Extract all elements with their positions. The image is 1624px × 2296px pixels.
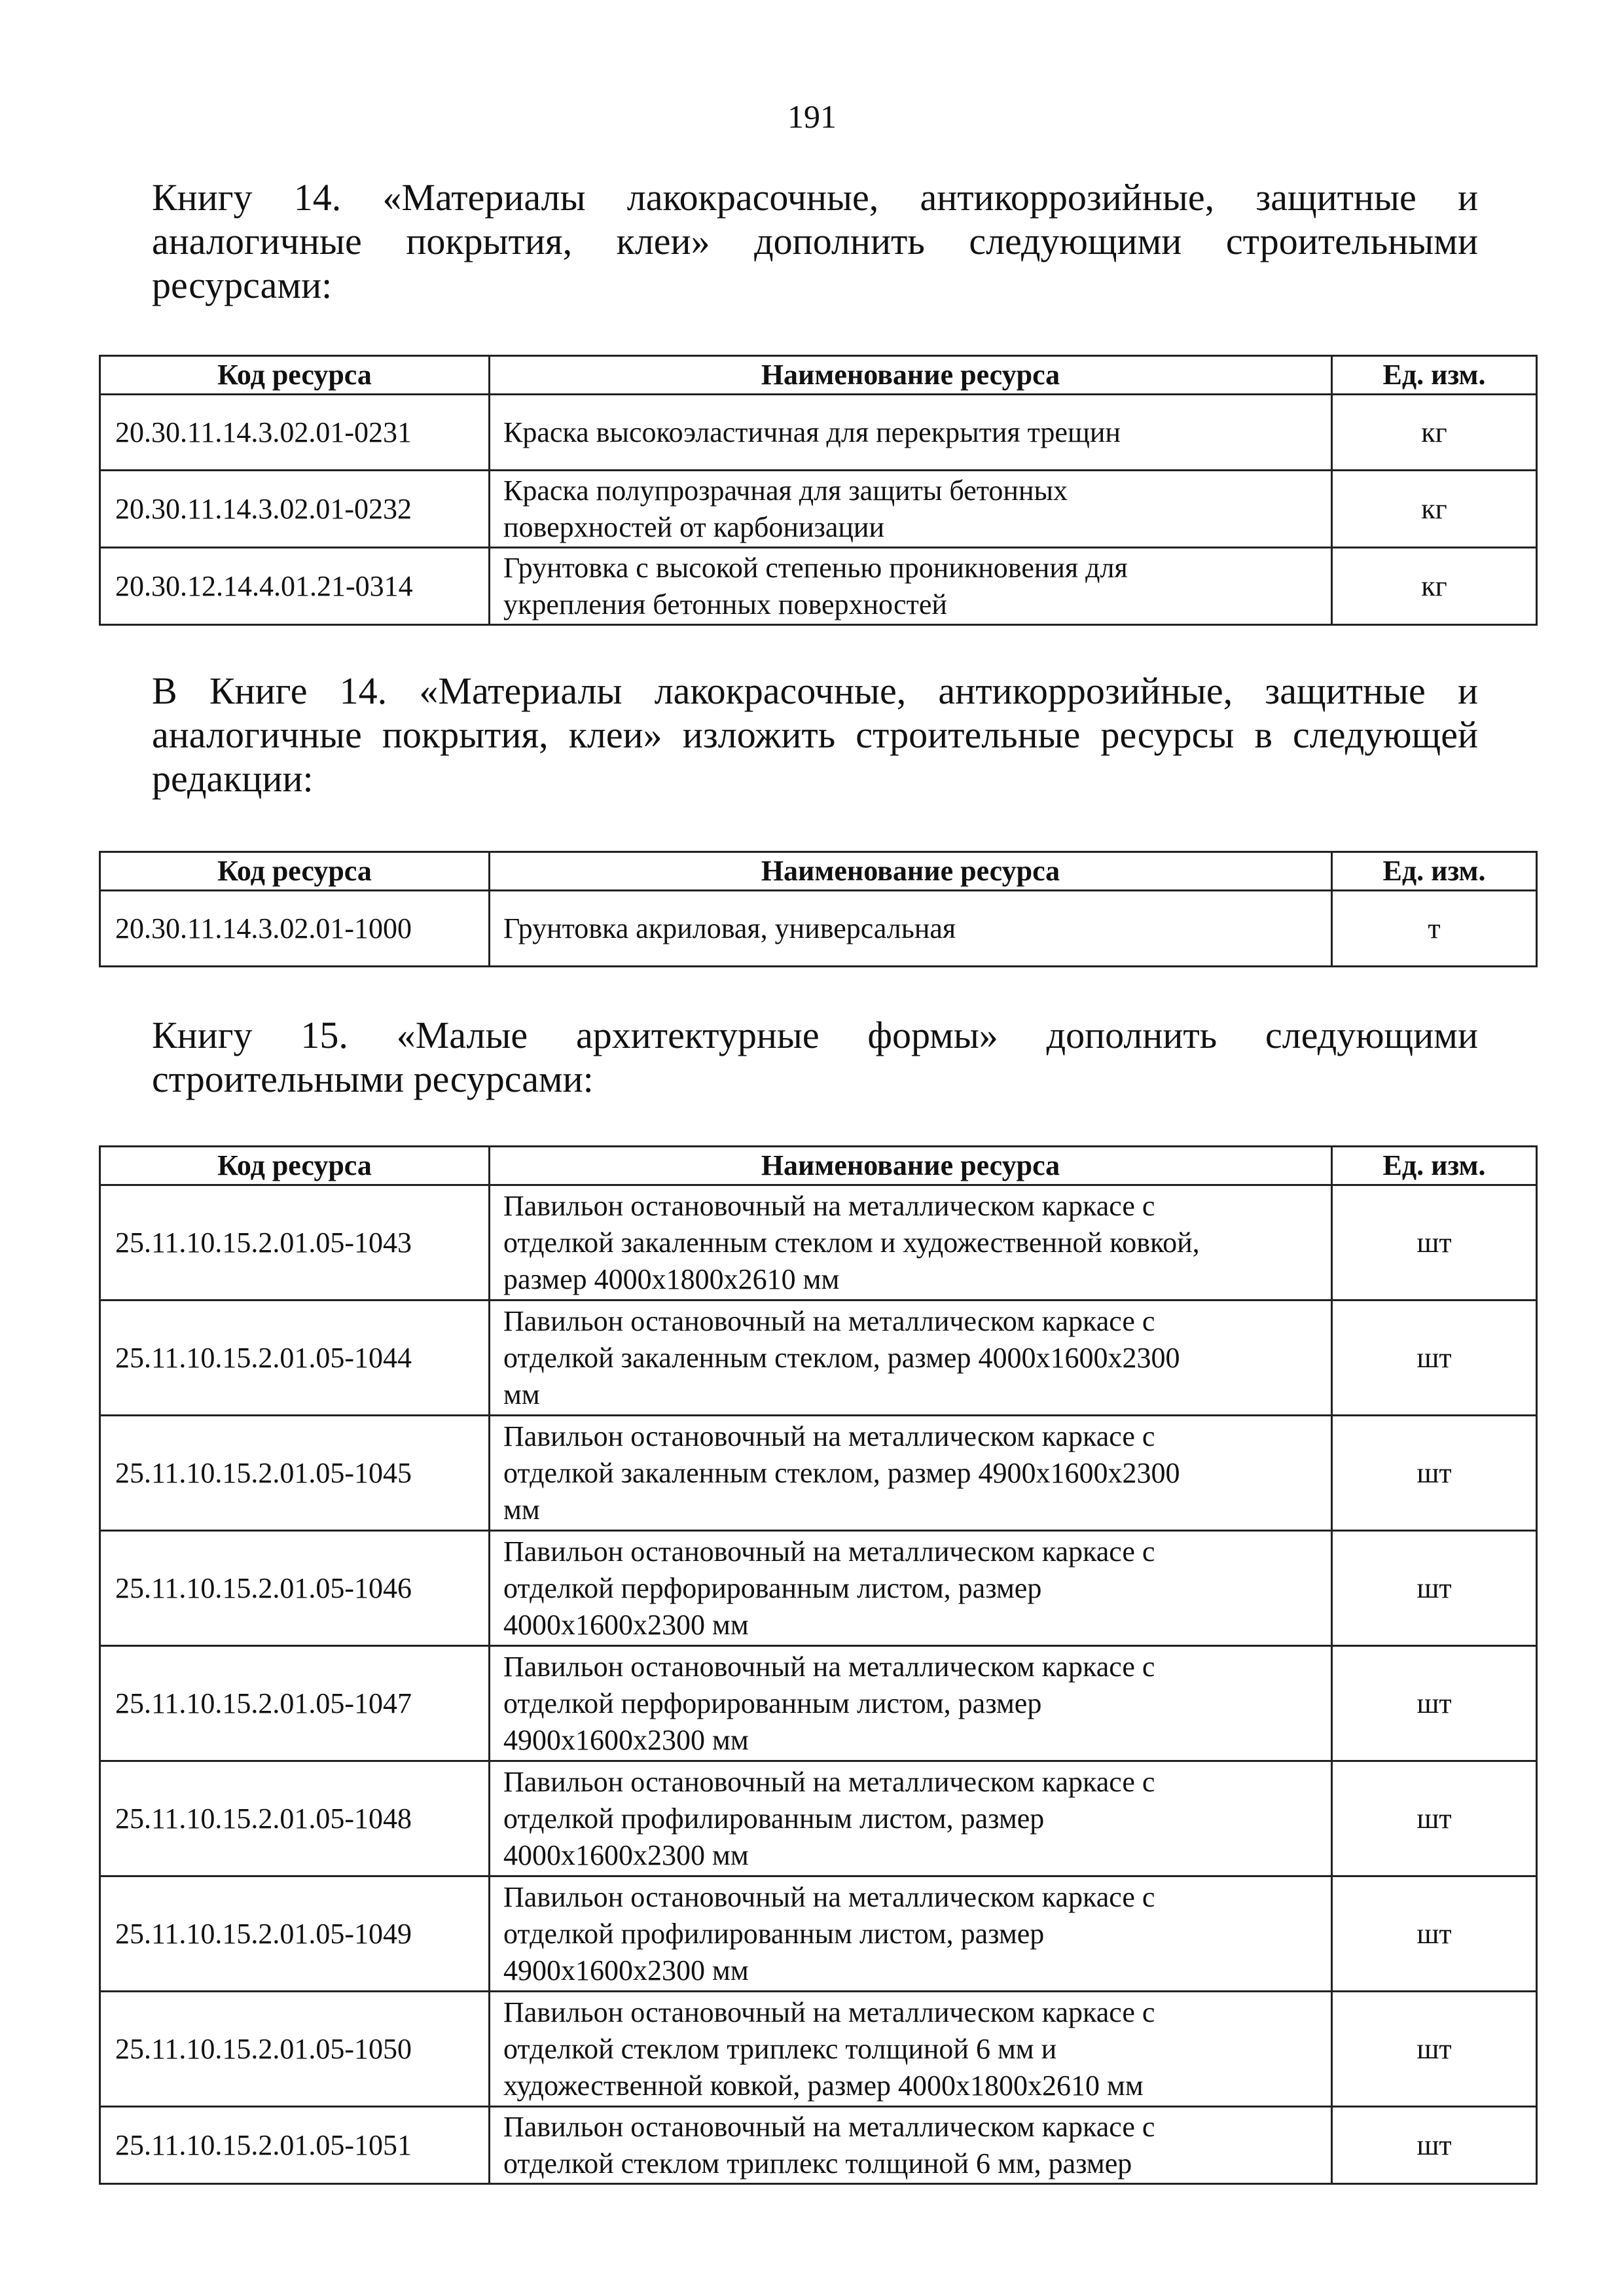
resource-name-line: отделкой стеклом триплекс толщиной 6 мм, размер <box>503 2147 1132 2179</box>
resource-name-cell <box>490 1876 1332 1992</box>
resource-name-cell <box>490 1185 1332 1300</box>
resource-code-cell: 25.11.10.15.2.01.05-1047 <box>100 1646 490 1761</box>
paragraph-line: редакции: <box>152 757 314 800</box>
resource-unit-cell: шт <box>1332 1531 1537 1646</box>
table-row <box>100 548 1537 625</box>
resource-unit-cell: шт <box>1332 2107 1537 2184</box>
header-name: Наименование ресурса <box>490 1147 1332 1185</box>
resource-name-cell <box>490 1416 1332 1531</box>
resource-name-line: 4000х1600х2300 мм <box>503 1839 749 1871</box>
resource-name-line: 4900х1600х2300 мм <box>503 1723 749 1756</box>
resources-table-book-14-revisions <box>99 851 1538 967</box>
resource-name-line: отделкой профилированным листом, размер <box>503 1917 1045 1950</box>
resource-name-line: Краска полупрозрачная для защиты бетонных <box>503 474 1068 507</box>
resource-unit-cell: шт <box>1332 1646 1537 1761</box>
resource-name-line: отделкой закаленным стеклом, размер 4000х1600х2300 <box>503 1341 1180 1374</box>
table-row <box>100 1416 1537 1531</box>
resource-name-line: отделкой перфорированным листом, размер <box>503 1687 1042 1719</box>
header-code: Код ресурса <box>100 356 490 395</box>
resource-name-cell <box>490 1992 1332 2107</box>
resource-code-cell: 25.11.10.15.2.01.05-1049 <box>100 1876 490 1992</box>
resource-name-line: Павильон остановочный на металлическом каркасе с <box>503 2110 1155 2143</box>
table-header-row <box>100 1147 1537 1185</box>
resource-name-line: Павильон остановочный на металлическом каркасе с <box>503 1535 1155 1568</box>
header-unit: Ед. изм. <box>1332 356 1537 395</box>
resource-code-cell: 20.30.12.14.4.01.21-0314 <box>100 548 490 625</box>
header-name: Наименование ресурса <box>490 852 1332 891</box>
header-unit: Ед. изм. <box>1332 852 1537 891</box>
resource-name-line: 4000х1600х2300 мм <box>503 1608 749 1641</box>
resource-name-line: отделкой перфорированным листом, размер <box>503 1571 1042 1604</box>
resource-name-cell <box>490 471 1332 548</box>
resource-name-line: мм <box>503 1493 540 1526</box>
resource-name-cell <box>490 1531 1332 1646</box>
table-row <box>100 1185 1537 1300</box>
table-row <box>100 1531 1537 1646</box>
resource-name-cell <box>490 1646 1332 1761</box>
resource-code-cell: 25.11.10.15.2.01.05-1050 <box>100 1992 490 2107</box>
header-code: Код ресурса <box>100 1147 490 1185</box>
resource-name-line: Павильон остановочный на металлическом каркасе с <box>503 1880 1155 1913</box>
resource-unit-cell: шт <box>1332 1416 1537 1531</box>
resource-code-cell: 25.11.10.15.2.01.05-1043 <box>100 1185 490 1300</box>
paragraph-line: Книгу 15. «Малые архитектурные формы» дополнить следующими <box>152 1014 1478 1056</box>
header-name: Наименование ресурса <box>490 356 1332 395</box>
table-row <box>100 1646 1537 1761</box>
resource-code-cell: 20.30.11.14.3.02.01-1000 <box>100 891 490 967</box>
resource-unit-cell: шт <box>1332 1992 1537 2107</box>
paragraph-book-14-additions <box>152 175 1478 307</box>
table-row <box>100 395 1537 471</box>
resource-code-cell: 20.30.11.14.3.02.01-0231 <box>100 395 490 471</box>
resource-name-cell <box>490 548 1332 625</box>
resource-name-line: отделкой закаленным стеклом, размер 4900х1600х2300 <box>503 1456 1180 1489</box>
table-row <box>100 1300 1537 1416</box>
paragraph-line: строительными ресурсами: <box>152 1058 594 1100</box>
table-row <box>100 1876 1537 1992</box>
table-row <box>100 891 1537 967</box>
resource-name-line: укрепления бетонных поверхностей <box>503 588 947 620</box>
resource-code-cell: 25.11.10.15.2.01.05-1051 <box>100 2107 490 2184</box>
resource-unit-cell: кг <box>1332 395 1537 471</box>
table-row <box>100 471 1537 548</box>
resource-name-line: Павильон остановочный на металлическом каркасе с <box>503 1304 1155 1337</box>
resource-name-line: поверхностей от карбонизации <box>503 511 884 543</box>
resource-code-cell: 25.11.10.15.2.01.05-1046 <box>100 1531 490 1646</box>
paragraph-line: ресурсами: <box>152 264 333 306</box>
resource-name-line: отделкой закаленным стеклом и художественной ковкой, <box>503 1226 1200 1259</box>
table-row <box>100 2107 1537 2184</box>
resource-name-cell <box>490 395 1332 471</box>
resource-unit-cell: шт <box>1332 1761 1537 1876</box>
resource-name-line: 4900х1600х2300 мм <box>503 1954 749 1986</box>
paragraph-book-15-additions <box>152 1013 1478 1101</box>
resource-unit-cell: шт <box>1332 1300 1537 1416</box>
resource-code-cell: 25.11.10.15.2.01.05-1044 <box>100 1300 490 1416</box>
paragraph-book-14-revisions <box>152 669 1478 800</box>
paragraph-line: В Книге 14. «Материалы лакокрасочные, антикоррозийные, защитные и <box>152 670 1478 712</box>
resources-table-book-15-additions <box>99 1145 1538 2185</box>
resource-name-cell <box>490 1761 1332 1876</box>
resource-code-cell: 20.30.11.14.3.02.01-0232 <box>100 471 490 548</box>
resource-name-line: Грунтовка акриловая, универсальная <box>503 912 956 944</box>
resource-name-line: отделкой профилированным листом, размер <box>503 1802 1045 1835</box>
resource-name-line: Павильон остановочный на металлическом каркасе с <box>503 1650 1155 1683</box>
resource-name-line: Павильон остановочный на металлическом каркасе с <box>503 1996 1155 2028</box>
paragraph-line: аналогичные покрытия, клеи» изложить строительные ресурсы в следующей <box>152 713 1478 756</box>
resource-name-line: отделкой стеклом триплекс толщиной 6 мм и <box>503 2032 1057 2065</box>
table-header-row <box>100 356 1537 395</box>
table-row <box>100 1761 1537 1876</box>
resource-name-cell <box>490 2107 1332 2184</box>
resource-unit-cell: шт <box>1332 1876 1537 1992</box>
page-number: 191 <box>787 98 837 135</box>
resource-name-cell <box>490 1300 1332 1416</box>
paragraph-line: аналогичные покрытия, клеи» дополнить следующими строительными <box>152 220 1478 262</box>
resource-unit-cell: кг <box>1332 471 1537 548</box>
table-row <box>100 1992 1537 2107</box>
table-header-row <box>100 852 1537 891</box>
resources-table-book-14-additions <box>99 355 1538 626</box>
resource-name-line: размер 4000х1800х2610 мм <box>503 1263 840 1295</box>
resource-name-line: мм <box>503 1378 540 1410</box>
paragraph-line: Книгу 14. «Материалы лакокрасочные, антикоррозийные, защитные и <box>152 176 1478 219</box>
resource-name-line: Павильон остановочный на металлическом каркасе с <box>503 1765 1155 1798</box>
resource-name-line: Павильон остановочный на металлическом каркасе с <box>503 1189 1155 1222</box>
resource-code-cell: 25.11.10.15.2.01.05-1048 <box>100 1761 490 1876</box>
resource-name-line: Грунтовка с высокой степенью проникновения для <box>503 551 1128 584</box>
header-code: Код ресурса <box>100 852 490 891</box>
resource-name-cell <box>490 891 1332 967</box>
resource-unit-cell: т <box>1332 891 1537 967</box>
resource-name-line: Павильон остановочный на металлическом каркасе с <box>503 1420 1155 1452</box>
resource-code-cell: 25.11.10.15.2.01.05-1045 <box>100 1416 490 1531</box>
resource-name-line: Краска высокоэластичная для перекрытия трещин <box>503 416 1121 448</box>
resource-name-line: художественной ковкой, размер 4000х1800х2610 мм <box>503 2069 1144 2102</box>
resource-unit-cell: шт <box>1332 1185 1537 1300</box>
header-unit: Ед. изм. <box>1332 1147 1537 1185</box>
resource-unit-cell: кг <box>1332 548 1537 625</box>
